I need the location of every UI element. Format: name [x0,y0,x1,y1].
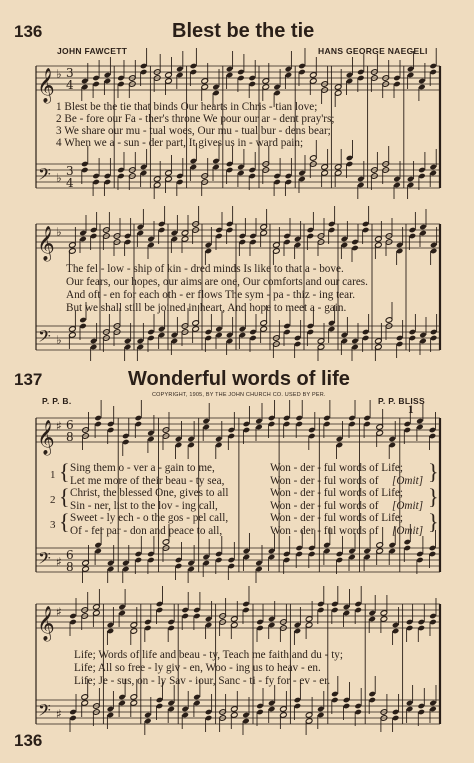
hymn-137-v1-r2: Won - der - ful words of [270,475,379,487]
hymn-137-v2-l1: Christ, the blessed One, gives to all [70,487,229,499]
time-signature-bottom: 8 [66,430,74,444]
verse-brace-right: } [428,509,439,534]
treble-clef-icon: 𝄞 [37,226,55,261]
hymn-136-verse-3-line-a: 3 We share our mu - tual woes, Our mu - tual bur - dens bear; [56,125,331,137]
verse-brace: { [59,459,70,484]
hymn-137-v2-r2: Won - der - ful words of [270,500,379,512]
key-signature-icon: ♯ [56,707,62,721]
hymn-136-verse-3-line-b: And oft - en for each oth - er flows The sym - pa - thiz - ing tear. [66,289,356,301]
hymn-137-v3-l1: Sweet - ly ech - o the gos - pel call, [70,512,229,524]
omit-label: [Omit] [392,525,424,537]
verse-number-2: 2 [50,494,56,506]
omit-label: [Omit] [392,500,424,512]
page-mark: 136 [14,731,43,750]
verse-number-1: 1 [50,469,56,481]
verse-brace: { [59,484,70,509]
hymn-137-v2-line-b: Life; All so free - ly giv - en, Woo - ing us to heav - en. [74,662,321,674]
time-signature-top: 6 [66,418,74,432]
treble-clef-icon: 𝄞 [37,606,55,641]
key-signature-icon: ♯ [56,555,62,569]
key-signature-icon: ♭ [56,67,62,81]
hymn-136-number: 136 [14,22,43,41]
verse-brace-right: } [428,484,439,509]
bass-clef-icon: 𝄢 [38,700,51,724]
hymn-136-author: JOHN FAWCETT [57,46,128,56]
hymn-137-author: P. P. B. [42,396,72,406]
verse-brace: { [59,509,70,534]
hymn-137-copyright: COPYRIGHT, 1905, BY THE JOHN CHURCH CO. USED BY PER. [152,392,326,398]
hymn-137-v3-line-b: Life; Je - sus, on - ly Sav - iour, Sanc - ti - fy for - ev - er. [74,675,331,687]
hymn-137-v3-r1: Won - der - ful words of Life; [270,512,403,524]
bass-clef-icon: 𝄢 [38,326,51,350]
key-signature-icon: ♭ [56,333,62,347]
hymn-136-composer: HANS GEORGE NAEGELI [318,46,428,56]
verse-number-3: 3 [50,519,56,531]
hymn-136-title: Blest be the tie [172,20,315,42]
hymn-137-v3-l2: Of - fer par - don and peace to all, [70,525,223,537]
verse-brace-right: } [428,459,439,484]
hymn-136-verse-1-line-a: 1 Blest be the tie that binds Our hearts in Chris - tian love; [56,101,318,113]
bass-clef-icon: 𝄢 [38,164,51,188]
hymn-136-verse-1-line-b: The fel - low - ship of kin - dred minds Is like to that a - bove. [66,263,344,275]
time-signature-top: 6 [66,548,74,562]
hymn-137-v1-line-b: Life; Words of life and beau - ty, Teach me faith and du - ty; [74,649,344,661]
key-signature-icon: ♭ [56,171,62,185]
omit-label: [Omit] [392,475,424,487]
treble-clef-icon: 𝄞 [37,420,55,455]
hymn-137-v2-l2: Sin - ner, list to the lov - ing call, [70,500,218,512]
key-signature-icon: ♯ [56,605,62,619]
hymn-137-composer: P. P. BLISS [378,396,425,406]
time-signature-bottom: 4 [66,176,74,190]
time-signature-top: 3 [66,164,74,178]
hymn-137-v2-r1: Won - der - ful words of Life; [270,487,403,499]
hymn-136-verse-2-line-a: 2 Be - fore our Fa - ther's throne We pour our ar - dent pray'rs; [56,113,335,125]
hymn-137-v1-r1: Won - der - ful words of Life; [270,462,403,474]
first-ending-mark: 1 [408,404,414,416]
hymn-136-verse-2-line-b: Our fears, our hopes, our aims are one, Our comforts and our cares. [66,276,368,288]
hymn-137-v1-l2: Let me more of their beau - ty sea, [70,475,225,487]
key-signature-icon: ♭ [56,225,62,239]
treble-clef-icon: 𝄞 [37,68,55,103]
hymn-136-verse-4-line-b: But we shall still be joined in heart, And hope to meet a - gain. [66,302,347,314]
time-signature-bottom: 8 [66,560,74,574]
hymn-137-v3-r2: Won - der - ful words of [270,525,379,537]
bass-clef-icon: 𝄢 [38,548,51,572]
time-signature-top: 3 [66,66,74,80]
hymn-136-verse-4-line-a: 4 When we a - sun - der part, It gives us in - ward pain; [56,137,304,149]
hymn-137-v1-l1: Sing them o - ver a - gain to me, [70,462,215,474]
time-signature-bottom: 4 [66,78,74,92]
hymn-137-title: Wonderful words of life [128,368,350,390]
hymn-137-number: 137 [14,370,43,389]
key-signature-icon: ♯ [56,419,62,433]
